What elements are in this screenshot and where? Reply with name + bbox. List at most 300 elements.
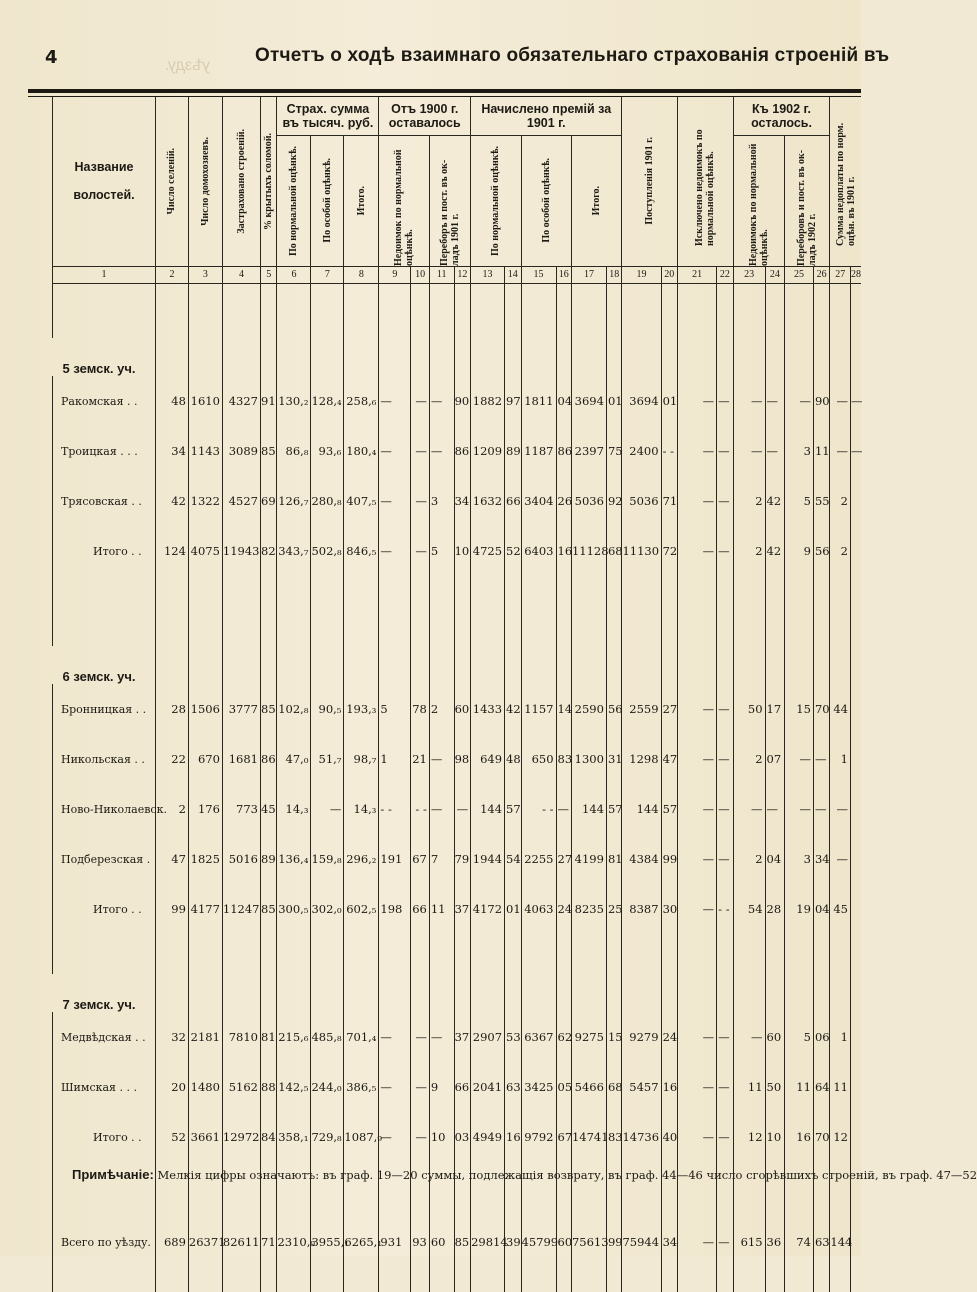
cell-col-15: 650 [521,734,556,784]
column-number-9: 9 [379,266,411,283]
cell-col-15: 45799 [521,1217,556,1267]
cell-col-16: 67 [556,1112,571,1162]
cell-col-13: 4949 [471,1112,505,1162]
table-row [53,476,862,526]
cell-col-14: 63 [505,1062,521,1112]
spacer-cell [813,974,829,1012]
cell-col-19: 8387 [622,884,661,934]
cell-col-22: — [717,476,733,526]
spacer-cell [471,974,505,1012]
cell-col-28 [851,884,862,934]
spacer-cell [379,283,411,338]
cell-col-15: 1157 [521,684,556,734]
cell-col-12: 86 [454,426,471,476]
cell-col-17: 14741 [571,1112,606,1162]
spacer-cell [622,1267,661,1292]
spacer-cell [222,338,260,376]
cell-col-8: 193,₃ [344,684,379,734]
cell-col-23: — [733,1012,765,1062]
column-number-15: 15 [521,266,556,283]
cell-col-2: 99 [155,884,188,934]
cell-col-27: — [830,784,851,834]
cell-col-12: 60 [454,684,471,734]
cell-col-10: 66 [411,884,430,934]
cell-col-24: 04 [765,834,785,884]
cell-col-14: 89 [505,426,521,476]
spacer-cell [222,576,260,646]
cell-col-17: 4199 [571,834,606,884]
cell-col-2: 32 [155,1012,188,1062]
cell-col-9: 191 [379,834,411,884]
cell-col-4: 3089 [222,426,260,476]
cell-col-27: 45 [830,884,851,934]
cell-col-14: 52 [505,526,521,576]
header-group-1902: Къ 1902 г. осталось. [733,97,830,135]
cell-col-9: — [379,476,411,526]
spacer-cell [521,646,556,684]
row-name: Медвѣдская . . [53,1012,156,1062]
cell-col-9: 931 [379,1217,411,1267]
cell-col-24: 10 [765,1112,785,1162]
spacer-cell [521,934,556,974]
cell-col-5: 45 [261,784,277,834]
cell-col-5: 91 [261,376,277,426]
cell-col-28 [851,684,862,734]
cell-col-28 [851,1112,862,1162]
cell-col-8: 258,₆ [344,376,379,426]
cell-col-13: 29814 [471,1217,505,1267]
cell-col-20: 30 [661,884,677,934]
column-number-28: 28 [851,266,862,283]
cell-col-22: — [717,376,733,426]
spacer-cell [678,1267,717,1292]
cell-col-22: - - [717,884,733,934]
column-number-13: 13 [471,266,505,283]
spacer-cell [733,646,765,684]
spacer-cell [277,646,311,684]
cell-col-3: 4075 [188,526,222,576]
cell-col-15: - - [521,784,556,834]
cell-col-2: 28 [155,684,188,734]
column-number-12: 12 [454,266,471,283]
cell-col-21: — [678,426,717,476]
cell-col-7: 3955,₁ [311,1217,344,1267]
spacer-cell [830,338,851,376]
cell-col-10: 67 [411,834,430,884]
spacer-cell [606,1267,621,1292]
cell-col-16: 16 [556,526,571,576]
cell-col-13: 4725 [471,526,505,576]
cell-col-5: 85 [261,684,277,734]
cell-col-17: 8235 [571,884,606,934]
cell-col-25: 3 [785,426,814,476]
spacer-cell [344,576,379,646]
cell-col-24: 17 [765,684,785,734]
cell-col-8: 407,₅ [344,476,379,526]
cell-col-21: — [678,376,717,426]
cell-col-18: 15 [606,1012,621,1062]
spacer-cell [411,283,430,338]
cell-col-12: 37 [454,884,471,934]
cell-col-8: 1087,₉ [344,1112,379,1162]
cell-col-13: 1632 [471,476,505,526]
spacer-cell [471,576,505,646]
cell-col-23: 11 [733,1062,765,1112]
page-title: Отчетъ о ходѣ взаимнаго обязательнаго страхованія строеній въ [255,45,890,66]
cell-col-5: 82 [261,526,277,576]
spacer-cell [454,338,471,376]
spacer-cell [622,974,661,1012]
cell-col-4: 4527 [222,476,260,526]
spacer-cell [717,1267,733,1292]
cell-col-28: — [851,376,862,426]
cell-col-12: 66 [454,1062,471,1112]
spacer-cell [661,646,677,684]
cell-col-21: — [678,834,717,884]
header-group-strakh: Страх. сумма въ тысяч. руб. [277,97,379,135]
cell-col-19: 14736 [622,1112,661,1162]
spacer-cell [188,1267,222,1292]
cell-col-19: 2559 [622,684,661,734]
cell-col-26: 70 [813,684,829,734]
spacer-cell [379,974,411,1012]
footnote [72,1167,977,1182]
spacer-cell [785,974,814,1012]
header-rule-thick [28,89,861,93]
header-c6: По нормальной оцѣнкѣ. [277,135,311,266]
header-group-1900: Отъ 1900 г. оставалось [379,97,471,135]
spacer-cell [765,646,785,684]
cell-col-21: — [678,884,717,934]
cell-col-11: — [429,734,454,784]
cell-col-8: 180,₄ [344,426,379,476]
cell-col-27: 1 [830,1012,851,1062]
spacer-cell [622,646,661,684]
spacer-cell [851,974,862,1012]
cell-col-21: — [678,684,717,734]
cell-col-3: 3661 [188,1112,222,1162]
spacer-cell [261,283,277,338]
cell-col-26: 06 [813,1012,829,1062]
spacer-cell [411,646,430,684]
cell-col-12: 79 [454,834,471,884]
spacer-cell [471,1267,505,1292]
spacer-cell [622,283,661,338]
cell-col-7: 90,₅ [311,684,344,734]
cell-col-4: 11247 [222,884,260,934]
cell-col-9: 5 [379,684,411,734]
spacer-cell [261,974,277,1012]
cell-col-7: 302,₀ [311,884,344,934]
cell-col-27: 44 [830,684,851,734]
spacer-cell [785,1267,814,1292]
spacer-cell [813,934,829,974]
column-number-11: 11 [429,266,454,283]
table-row [53,784,862,834]
cell-col-27: 1 [830,734,851,784]
spacer-cell [188,283,222,338]
spacer-cell [830,283,851,338]
cell-col-2: 2 [155,784,188,834]
section-header-row [53,974,862,1012]
cell-col-23: 54 [733,884,765,934]
spacer-cell [521,1267,556,1292]
cell-col-7: 485,₈ [311,1012,344,1062]
cell-col-4: 773 [222,784,260,834]
cell-col-18: 01 [606,376,621,426]
cell-col-16: 27 [556,834,571,884]
spacer-cell [678,576,717,646]
spacer-cell [571,974,606,1012]
spacer-cell [765,1267,785,1292]
spacer-row [53,934,862,974]
column-number-18: 18 [606,266,621,283]
cell-col-5: 88 [261,1062,277,1112]
spacer-cell [733,934,765,974]
spacer-cell [344,338,379,376]
spacer-cell [606,338,621,376]
cell-col-19: 4384 [622,834,661,884]
header-c7: По особой оцѣнкѣ. [311,135,344,266]
column-number-14: 14 [505,266,521,283]
cell-col-10: — [411,1062,430,1112]
cell-col-19: 5457 [622,1062,661,1112]
cell-col-24: 36 [765,1217,785,1267]
cell-col-17: 9275 [571,1012,606,1062]
table-row [53,734,862,784]
cell-col-2: 22 [155,734,188,784]
cell-col-27: — [830,426,851,476]
spacer-cell [379,338,411,376]
cell-col-8: 386,₅ [344,1062,379,1112]
spacer-cell [765,338,785,376]
spacer-cell [429,974,454,1012]
cell-col-6: 142,₅ [277,1062,311,1112]
cell-col-9: - - [379,784,411,834]
cell-col-11: 10 [429,1112,454,1162]
cell-col-18: 56 [606,684,621,734]
spacer-cell [155,338,188,376]
spacer-cell [429,338,454,376]
row-name: Бронницкая . . [53,684,156,734]
cell-col-4: 5162 [222,1062,260,1112]
spacer-cell [311,283,344,338]
cell-col-6: 300,₅ [277,884,311,934]
spacer-cell [521,974,556,1012]
cell-col-9: — [379,376,411,426]
spacer-cell [556,1267,571,1292]
spacer-cell [521,283,556,338]
cell-col-10: — [411,526,430,576]
cell-col-6: 343,₇ [277,526,311,576]
spacer-cell [311,646,344,684]
spacer-cell [556,934,571,974]
column-number-3: 3 [188,266,222,283]
spacer-cell [851,1267,862,1292]
column-number-2: 2 [155,266,188,283]
cell-col-9: — [379,1112,411,1162]
table-row [53,426,862,476]
cell-col-7: 93,₆ [311,426,344,476]
header-c11: Переборъ и пост. въ ок- ладъ 1901 г. [429,135,470,266]
spacer-cell [155,646,188,684]
cell-col-18: 75 [606,426,621,476]
spacer-cell [661,283,677,338]
cell-col-8: 14,₃ [344,784,379,834]
cell-col-11: 9 [429,1062,454,1112]
spacer-cell [851,338,862,376]
cell-col-28 [851,1217,862,1267]
column-number-6: 6 [277,266,311,283]
cell-col-12: — [454,784,471,834]
header-c3: Число домохозяевъ. [188,97,222,266]
section-header-row [53,646,862,684]
cell-col-20: 72 [661,526,677,576]
spacer-cell [571,1267,606,1292]
spacer-cell [622,934,661,974]
spacer-row [53,283,862,338]
spacer-cell [851,283,862,338]
cell-col-5: 71 [261,1217,277,1267]
cell-col-19: 9279 [622,1012,661,1062]
column-number-7: 7 [311,266,344,283]
spacer-cell [454,283,471,338]
cell-col-25: 11 [785,1062,814,1112]
cell-col-13: 2041 [471,1062,505,1112]
spacer-cell [661,338,677,376]
column-number-23: 23 [733,266,765,283]
cell-col-3: 176 [188,784,222,834]
spacer-cell [53,576,156,646]
cell-col-3: 670 [188,734,222,784]
spacer-cell [606,283,621,338]
spacer-cell [505,576,521,646]
header-c27: Сумма недоплаты по норм. оцѣн. въ 1901 г. [830,97,861,266]
cell-col-13: 1433 [471,684,505,734]
cell-col-15: 6367 [521,1012,556,1062]
spacer-cell [830,576,851,646]
header-c23: Недоимокъ по нормальной оцѣнкѣ. [733,135,784,266]
spacer-cell [311,576,344,646]
spacer-cell [606,576,621,646]
spacer-cell [571,576,606,646]
cell-col-21: — [678,1217,717,1267]
cell-col-5: 89 [261,834,277,884]
spacer-cell [454,934,471,974]
cell-col-23: 2 [733,476,765,526]
cell-col-8: 846,₅ [344,526,379,576]
cell-col-16: 60 [556,1217,571,1267]
cell-col-20: 34 [661,1217,677,1267]
spacer-cell [188,338,222,376]
table-row [53,1217,862,1267]
cell-col-11: 11 [429,884,454,934]
cell-col-28 [851,526,862,576]
spacer-cell [188,934,222,974]
cell-col-13: 144 [471,784,505,834]
cell-col-14: 42 [505,684,521,734]
cell-col-14: 54 [505,834,521,884]
cell-col-14: 57 [505,784,521,834]
spacer-cell [454,646,471,684]
spacer-cell [155,934,188,974]
cell-col-8: 701,₄ [344,1012,379,1062]
cell-col-22: — [717,426,733,476]
spacer-cell [830,934,851,974]
cell-col-20: 47 [661,734,677,784]
cell-col-15: 2255 [521,834,556,884]
cell-col-11: 2 [429,684,454,734]
row-name: Троицкая . . . [53,426,156,476]
cell-col-21: — [678,526,717,576]
cell-col-26: — [813,734,829,784]
section-title: 5 земск. уч. [62,361,136,376]
spacer-cell [379,646,411,684]
cell-col-14: 53 [505,1012,521,1062]
spacer-cell [556,338,571,376]
cell-col-22: — [717,684,733,734]
spacer-cell [813,646,829,684]
spacer-cell [222,646,260,684]
cell-col-25: 3 [785,834,814,884]
spacer-cell [661,576,677,646]
cell-col-20: 27 [661,684,677,734]
cell-col-14: 39 [505,1217,521,1267]
spacer-cell [571,283,606,338]
cell-col-25: 74 [785,1217,814,1267]
cell-col-17: 2590 [571,684,606,734]
section-title: 6 земск. уч. [62,669,136,684]
spacer-cell [411,934,430,974]
cell-col-7: 51,₇ [311,734,344,784]
column-number-17: 17 [571,266,606,283]
cell-col-27: — [830,834,851,884]
column-number-1: 1 [53,266,156,283]
header-c4: Застраховано строеній. [222,97,260,266]
spacer-cell [556,646,571,684]
cell-col-15: 6403 [521,526,556,576]
spacer-cell [717,338,733,376]
cell-col-21: — [678,476,717,526]
cell-col-5: 81 [261,1012,277,1062]
spacer-cell [277,1267,311,1292]
row-name: Никольская . . [53,734,156,784]
cell-col-27: 12 [830,1112,851,1162]
spacer-cell [733,576,765,646]
spacer-cell [505,974,521,1012]
cell-col-18: 83 [606,1112,621,1162]
row-name: Итого . . [53,1112,156,1162]
spacer-cell [277,934,311,974]
spacer-cell [785,576,814,646]
spacer-cell [277,974,311,1012]
spacer-cell [813,283,829,338]
cell-col-6: 136,₄ [277,834,311,884]
cell-col-25: — [785,376,814,426]
table-row [53,834,862,884]
cell-col-11: 7 [429,834,454,884]
cell-col-2: 42 [155,476,188,526]
spacer-cell [277,576,311,646]
cell-col-28 [851,1062,862,1112]
column-number-19: 19 [622,266,661,283]
spacer-cell [717,283,733,338]
spacer-cell [521,338,556,376]
cell-col-4: 3777 [222,684,260,734]
cell-col-25: 19 [785,884,814,934]
row-name: Трясовская . . [53,476,156,526]
cell-col-6: 47,₀ [277,734,311,784]
